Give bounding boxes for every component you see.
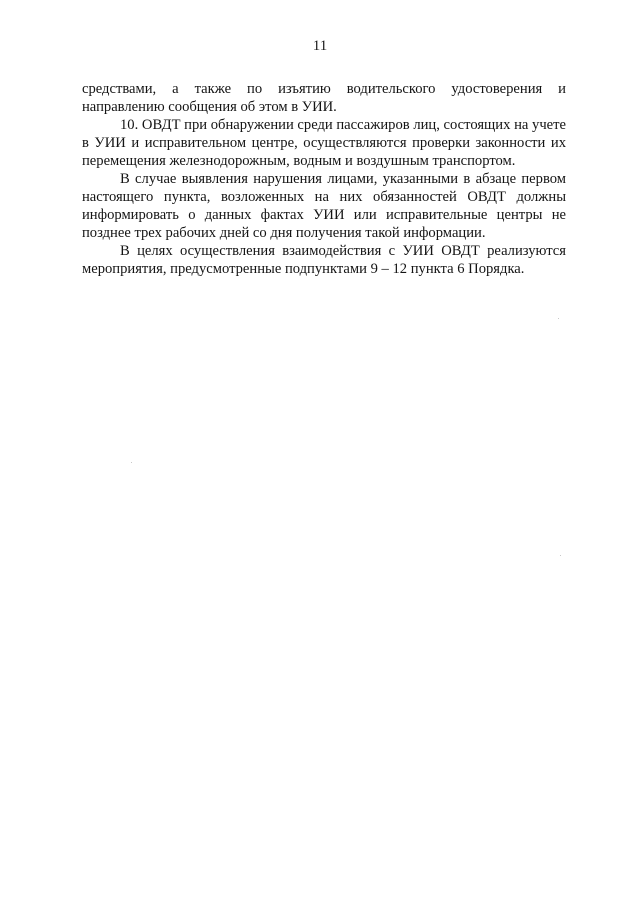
paragraph-continuation: средствами, а также по изъятию водительского удостоверения и направлению сообщения об этом в УИИ. — [82, 81, 566, 115]
document-body — [82, 80, 566, 278]
paragraph-violations: В случае выявления нарушения лицами, указанными в абзаце первом настоящего пункта, возложенных на них обязанностей ОВДТ должны информировать о данных фактах УИИ или исправительные центры не позднее трех рабочих дней со дня получения такой информации. — [82, 171, 566, 241]
scan-speck — [560, 555, 561, 556]
paragraph-interaction: В целях осуществления взаимодействия с УИИ ОВДТ реализуются мероприятия, предусмотренные подпунктами 9 – 12 пункта 6 Порядка. — [82, 243, 566, 277]
page-number: 11 — [312, 38, 328, 54]
scan-speck — [558, 318, 559, 319]
scan-speck — [131, 462, 132, 463]
paragraph-item-10: 10. ОВДТ при обнаружении среди пассажиров лиц, состоящих на учете в УИИ и исправительном центре, осуществляются проверки законности их перемещения железнодорожным, водным и воздушным транспортом. — [82, 117, 566, 169]
